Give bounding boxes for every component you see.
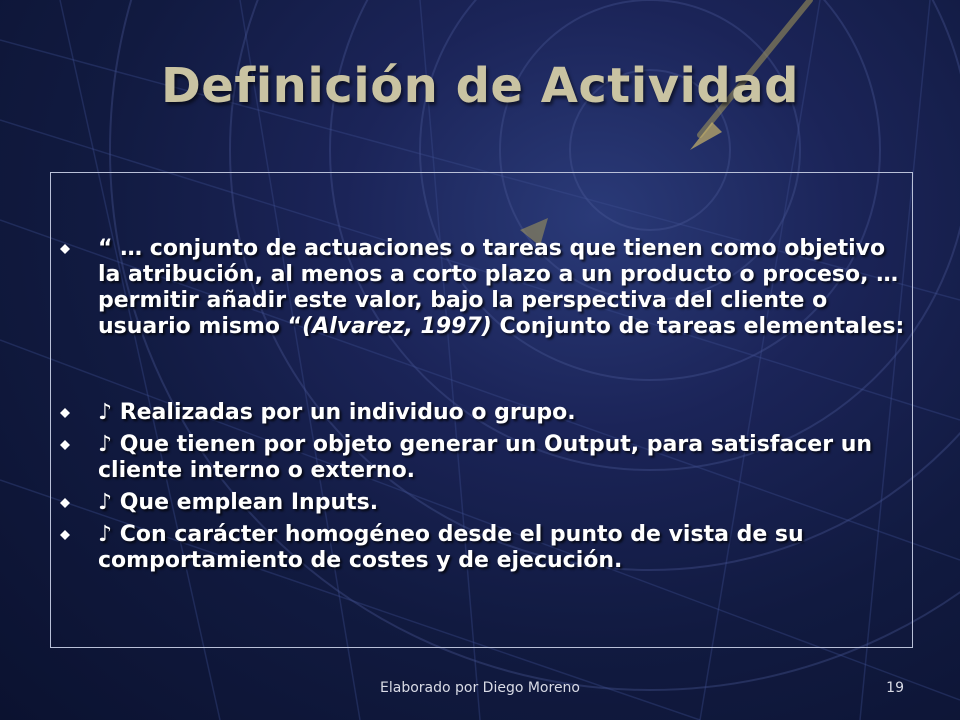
diamond-bullet-icon bbox=[60, 498, 70, 508]
diamond-bullet-icon bbox=[60, 530, 70, 540]
definition-tail: Conjunto de tareas elementales: bbox=[491, 314, 905, 339]
bullet-text: ♪ Realizadas por un individuo o grupo. bbox=[98, 400, 576, 425]
list-item bbox=[60, 522, 910, 574]
slide-title: Definición de Actividad bbox=[160, 58, 800, 114]
diamond-bullet-icon bbox=[60, 440, 70, 450]
diamond-bullet-icon bbox=[60, 408, 70, 418]
page-number: 19 bbox=[886, 680, 904, 696]
bullet-text: ♪ Que tienen por objeto generar un Output, para satisfacer un cliente interno o externo. bbox=[98, 432, 873, 483]
diamond-bullet-icon bbox=[60, 244, 70, 254]
bullet-list bbox=[60, 236, 910, 574]
citation: (Alvarez, 1997) bbox=[302, 314, 492, 339]
footer-author: Elaborado por Diego Moreno bbox=[380, 680, 580, 696]
list-item bbox=[60, 236, 910, 340]
definition-text: “ … conjunto de actuaciones o tareas que tienen como objetivo la atribución, al menos a corto plazo a un producto o proceso, … permitir añadir este valor, bajo la perspectiva del cliente o usuario mismo “ bbox=[98, 236, 899, 339]
list-item bbox=[60, 400, 910, 426]
list-item bbox=[60, 432, 910, 484]
list-item bbox=[60, 490, 910, 516]
bullet-text: ♪ Con carácter homogéneo desde el punto de vista de su comportamiento de costes y de ejecución. bbox=[98, 522, 804, 573]
bullet-text: ♪ Que emplean Inputs. bbox=[98, 490, 379, 515]
slide-footer bbox=[0, 680, 960, 702]
